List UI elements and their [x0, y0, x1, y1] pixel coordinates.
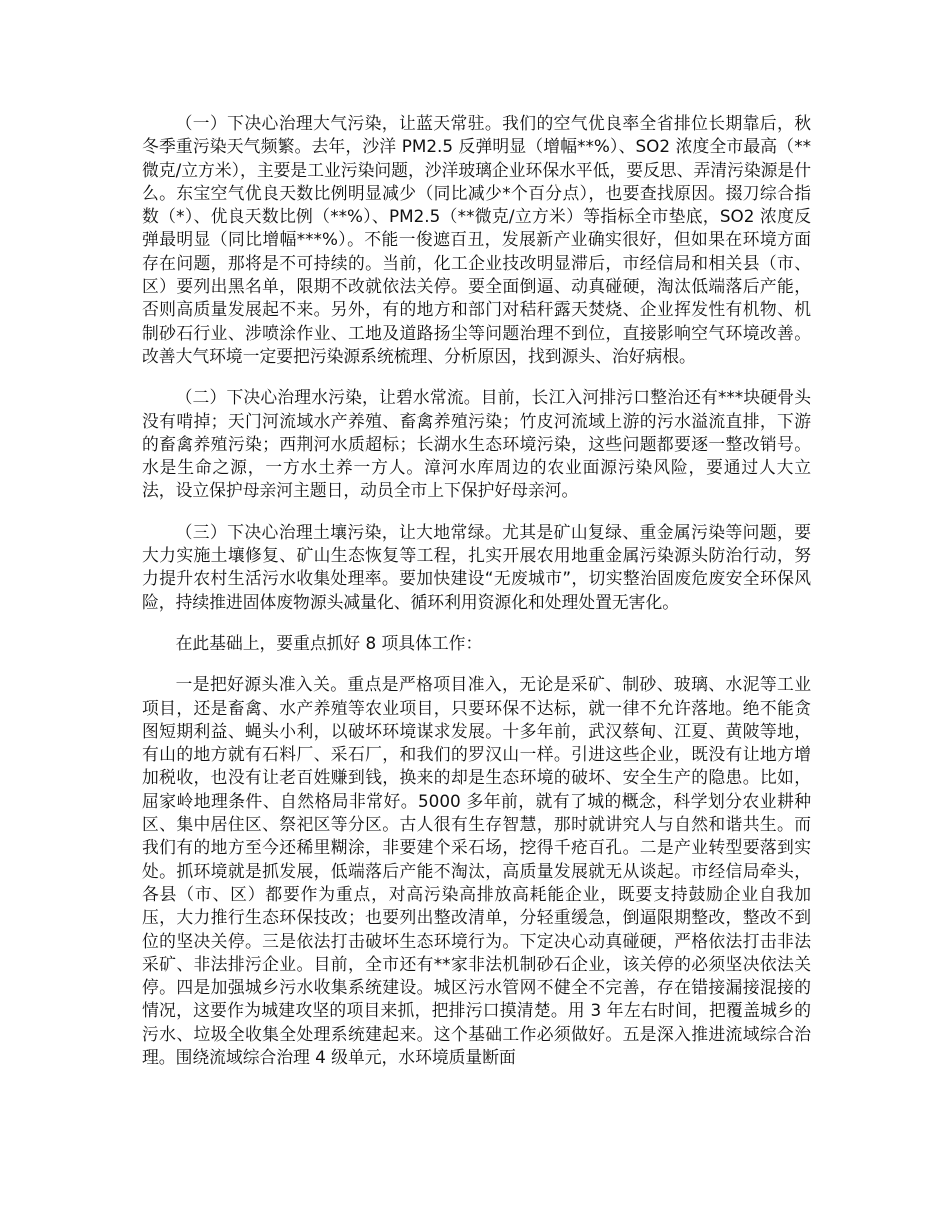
document-body [142, 112, 811, 1087]
paragraph-eight-tasks-intro: 在此基础上，要重点抓好 8 项具体工作： [175, 632, 483, 653]
paragraph-water-pollution: （二）下决心治理水污染，让碧水常流。目前，长江入河排污口整治还有***块硬骨头没有啃掉；天门河流域水产养殖、畜禽养殖污染；竹皮河流域上游的污水溢流直排，下游的畜禽养殖污染；西荆河水质超标；长湖水生态环境污染，这些问题都要逐一整改销号。水是生命之源，一方水土养一方人。漳河水库周边的农业面源污染风险，要通过人大立法，设立保护母亲河主题日，动员全市上下保护好母亲河。 [142, 387, 811, 501]
paragraph-air-pollution: （一）下决心治理大气污染，让蓝天常驻。我们的空气优良率全省排位长期靠后，秋冬季重污染天气频繁。去年，沙洋 PM2.5 反弹明显（增幅**%）、SO2 浓度全市最高（**微克/立方米），主要是工业污染问题，沙洋玻璃企业环保水平低，要反思、弄清污染源是什么。东宝空气优良天数比例明显减少（同比减少*个百分点），也要查找原因。掇刀综合指数（*）、优良天数比例（**%）、PM2.5（**微克/立方米）等指标全市垫底，SO2 浓度反弹最明显（同比增幅***%）。不能一俊遮百丑，发展新产业确实很好，但如果在环境方面存在问题，那将是不可持续的。当前，化工企业技改明显滞后，市经信局和相关县（市、区）要列出黑名单，限期不改就依法关停。要全面倒逼、动真碰硬，淘汰低端落后产能，否则高质量发展起不来。另外，有的地方和部门对秸秆露天焚烧、企业挥发性有机物、机制砂石行业、涉喷涂作业、工地及道路扬尘等问题治理不到位，直接影响空气环境改善。改善大气环境一定要把污染源系统梳理、分析原因，找到源头、治好病根。 [142, 113, 811, 366]
paragraph-task-details: 一是把好源头准入关。重点是严格项目准入，无论是采矿、制砂、玻璃、水泥等工业项目，还是畜禽、水产养殖等农业项目，只要环保不达标，就一律不允许落地。绝不能贪图短期利益、蝇头小利，以破坏环境谋求发展。十多年前，武汉蔡甸、江夏、黄陂等地，有山的地方就有石料厂、采石厂，和我们的罗汉山一样。引进这些企业，既没有让地方增加税收，也没有让老百姓赚到钱，换来的却是生态环境的破坏、安全生产的隐患。比如，屈家岭地理条件、自然格局非常好。5000 多年前，就有了城的概念，科学划分农业耕种区、集中居住区、祭祀区等分区。古人很有生存智慧，那时就讲究人与自然和谐共生。而我们有的地方至今还稀里糊涂，非要建个采石场，挖得千疮百孔。二是产业转型要落到实处。抓环境就是抓发展，低端落后产能不淘汰，高质量发展就无从谈起。市经信局牵头，各县（市、区）都要作为重点，对高污染高排放高耗能企业，既要支持鼓励企业自我加压，大力推行生态环保技改；也要列出整改清单，分轻重缓急，倒逼限期整改，整改不到位的坚决关停。三是依法打击破坏生态环境行为。下定决心动真碰硬，严格依法打击非法采矿、非法排污企业。目前，全市还有**家非法机制砂石企业，该关停的必须坚决依法关停。四是加强城乡污水收集系统建设。城区污水管网不健全不完善，存在错接漏接混接的情况，这要作为城建攻坚的项目来抓，把排污口摸清楚。用 3 年左右时间，把覆盖城乡的污水、垃圾全收集全处理系统建起来。这个基础工作必须做好。五是深入推进流域综合治理。围绕流域综合治理 4 级单元，水环境质量断面 [142, 674, 811, 1067]
paragraph-soil-pollution: （三）下决心治理土壤污染，让大地常绿。尤其是矿山复绿、重金属污染等问题，要大力实施土壤修复、矿山生态恢复等工程，扎实开展农用地重金属污染源头防治行动，努力提升农村生活污水收集处理率。要加快建设“无废城市”，切实整治固废危废安全环保风险，持续推进固体废物源头减量化、循环利用资源化和处理处置无害化。 [142, 521, 811, 612]
